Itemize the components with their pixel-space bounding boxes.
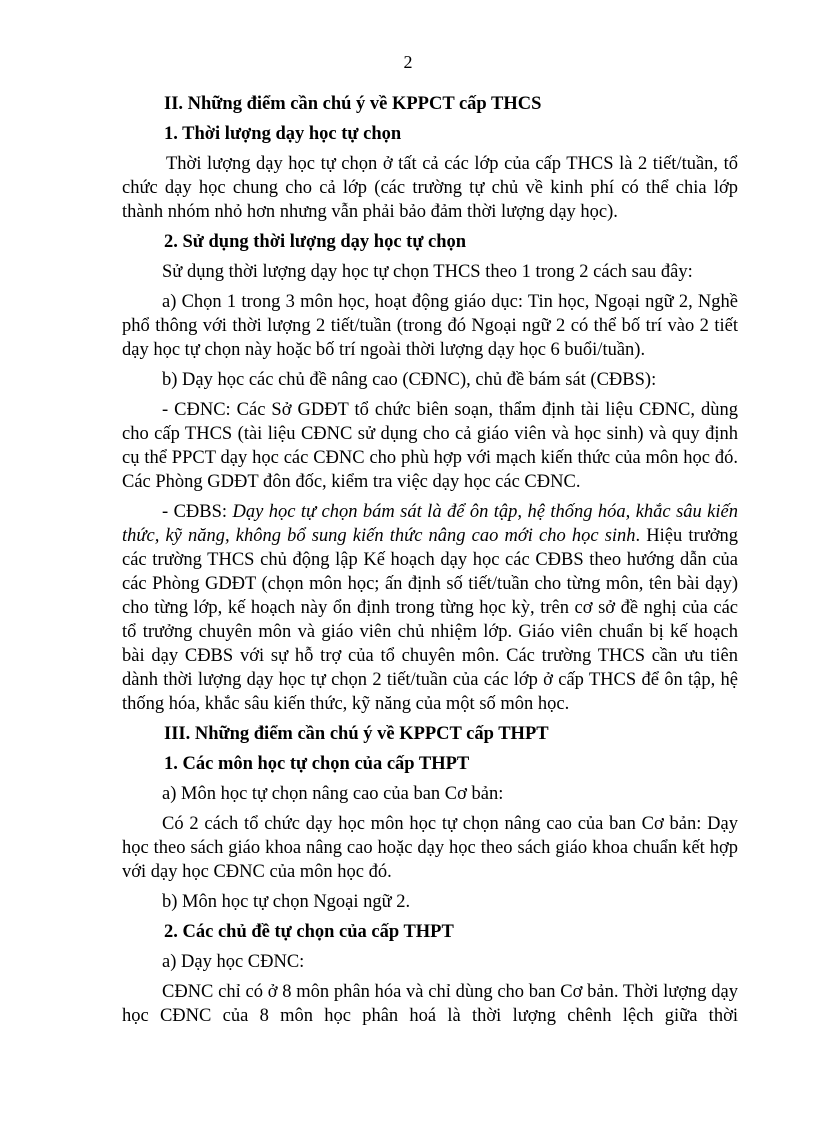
section-3-2-item-a-paragraph: CĐNC chỉ có ở 8 môn phân hóa và chỉ dùng cho ban Cơ bản. Thời lượng dạy học CĐNC của 8 môn học phân hoá là thời lượng chênh lệch giữa thời — [122, 982, 738, 1026]
cdbs-lead: - CĐBS: — [162, 502, 233, 522]
section-2-2-item-a: a) Chọn 1 trong 3 môn học, hoạt động giáo dục: Tin học, Ngoại ngữ 2, Nghề phổ thông với thời lượng 2 tiết/tuần (trong đó Ngoại ngữ 2 có thể bố trí vào 2 tiết dạy học tự chọn này hoặc bố trí ngoài thời lượng dạy học 6 buổi/tuần). — [122, 292, 738, 360]
section-3-1-item-a-paragraph: Có 2 cách tổ chức dạy học môn học tự chọn nâng cao của ban Cơ bản: Dạy học theo sách giáo khoa nâng cao hoặc dạy học theo sách giáo khoa chuẩn kết hợp với dạy học CĐNC của môn học đó. — [122, 814, 738, 882]
section-2-2-item-b: b) Dạy học các chủ đề nâng cao (CĐNC), chủ đề bám sát (CĐBS): — [162, 370, 657, 390]
section-3-1-item-b: b) Môn học tự chọn Ngoại ngữ 2. — [162, 892, 411, 912]
section-2-2-cdnc: - CĐNC: Các Sở GDĐT tổ chức biên soạn, thẩm định tài liệu CĐNC, dùng cho cấp THCS (tài liệu CĐNC sử dụng cho cả giáo viên và học sinh) và quy định cụ thể PPCT dạy học các CĐNC cho phù hợp với mạch kiến thức của môn học đó. Các Phòng GDĐT đôn đốc, kiểm tra việc dạy học các CĐNC. — [122, 400, 738, 492]
section-2-2-intro: Sử dụng thời lượng dạy học tự chọn THCS theo 1 trong 2 cách sau đây: — [162, 262, 693, 282]
section-3-heading: III. Những điểm cần chú ý về KPPCT cấp THPT — [164, 724, 549, 744]
section-2-1-paragraph: Thời lượng dạy học tự chọn ở tất cả các lớp của cấp THCS là 2 tiết/tuần, tổ chức dạy học chung cho cả lớp (các trường tự chủ về kinh phí có thể chia lớp thành nhóm nhỏ hơn nhưng vẫn phải bảo đảm thời lượng dạy học). — [122, 154, 738, 222]
section-2-1-heading: 1. Thời lượng dạy học tự chọn — [164, 124, 402, 144]
section-2-heading: II. Những điểm cần chú ý về KPPCT cấp THCS — [164, 94, 542, 114]
cdbs-rest: . Hiệu trưởng các trường THCS chủ động lập Kế hoạch dạy học các CĐBS theo hướng dẫn của các Phòng GDĐT (chọn môn học; ấn định số tiết/tuần cho từng môn, tên bài dạy) cho từng lớp, kế hoạch này ổn định trong từng học kỳ, trên cơ sở đề nghị của các tổ trưởng chuyên môn và giáo viên chủ nhiệm lớp. Giáo viên chuẩn bị kế hoạch bài dạy CĐBS với sự hỗ trợ của tổ chuyên môn. Các trường THCS cần ưu tiên dành thời lượng dạy học tự chọn 2 tiết/tuần của các lớp ở cấp THCS để ôn tập, hệ thống hóa, khắc sâu kiến thức, kỹ năng của một số môn học. — [122, 526, 738, 714]
section-2-2-cdbs — [122, 500, 738, 716]
section-3-1-item-a: a) Môn học tự chọn nâng cao của ban Cơ bản: — [162, 784, 504, 804]
page-number: 2 — [403, 52, 413, 72]
document-body — [122, 92, 738, 1034]
section-3-2-heading: 2. Các chủ đề tự chọn của cấp THPT — [164, 922, 454, 942]
section-3-2-item-a: a) Dạy học CĐNC: — [162, 952, 305, 972]
section-2-2-heading: 2. Sử dụng thời lượng dạy học tự chọn — [164, 232, 467, 252]
section-3-1-heading: 1. Các môn học tự chọn của cấp THPT — [164, 754, 470, 774]
cdbs-italic: Dạy học tự chọn bám sát là để ôn tập, hệ thống hóa, khắc sâu kiến thức, kỹ năng, không bổ sung kiến thức nâng cao mới cho học sinh — [122, 502, 738, 546]
